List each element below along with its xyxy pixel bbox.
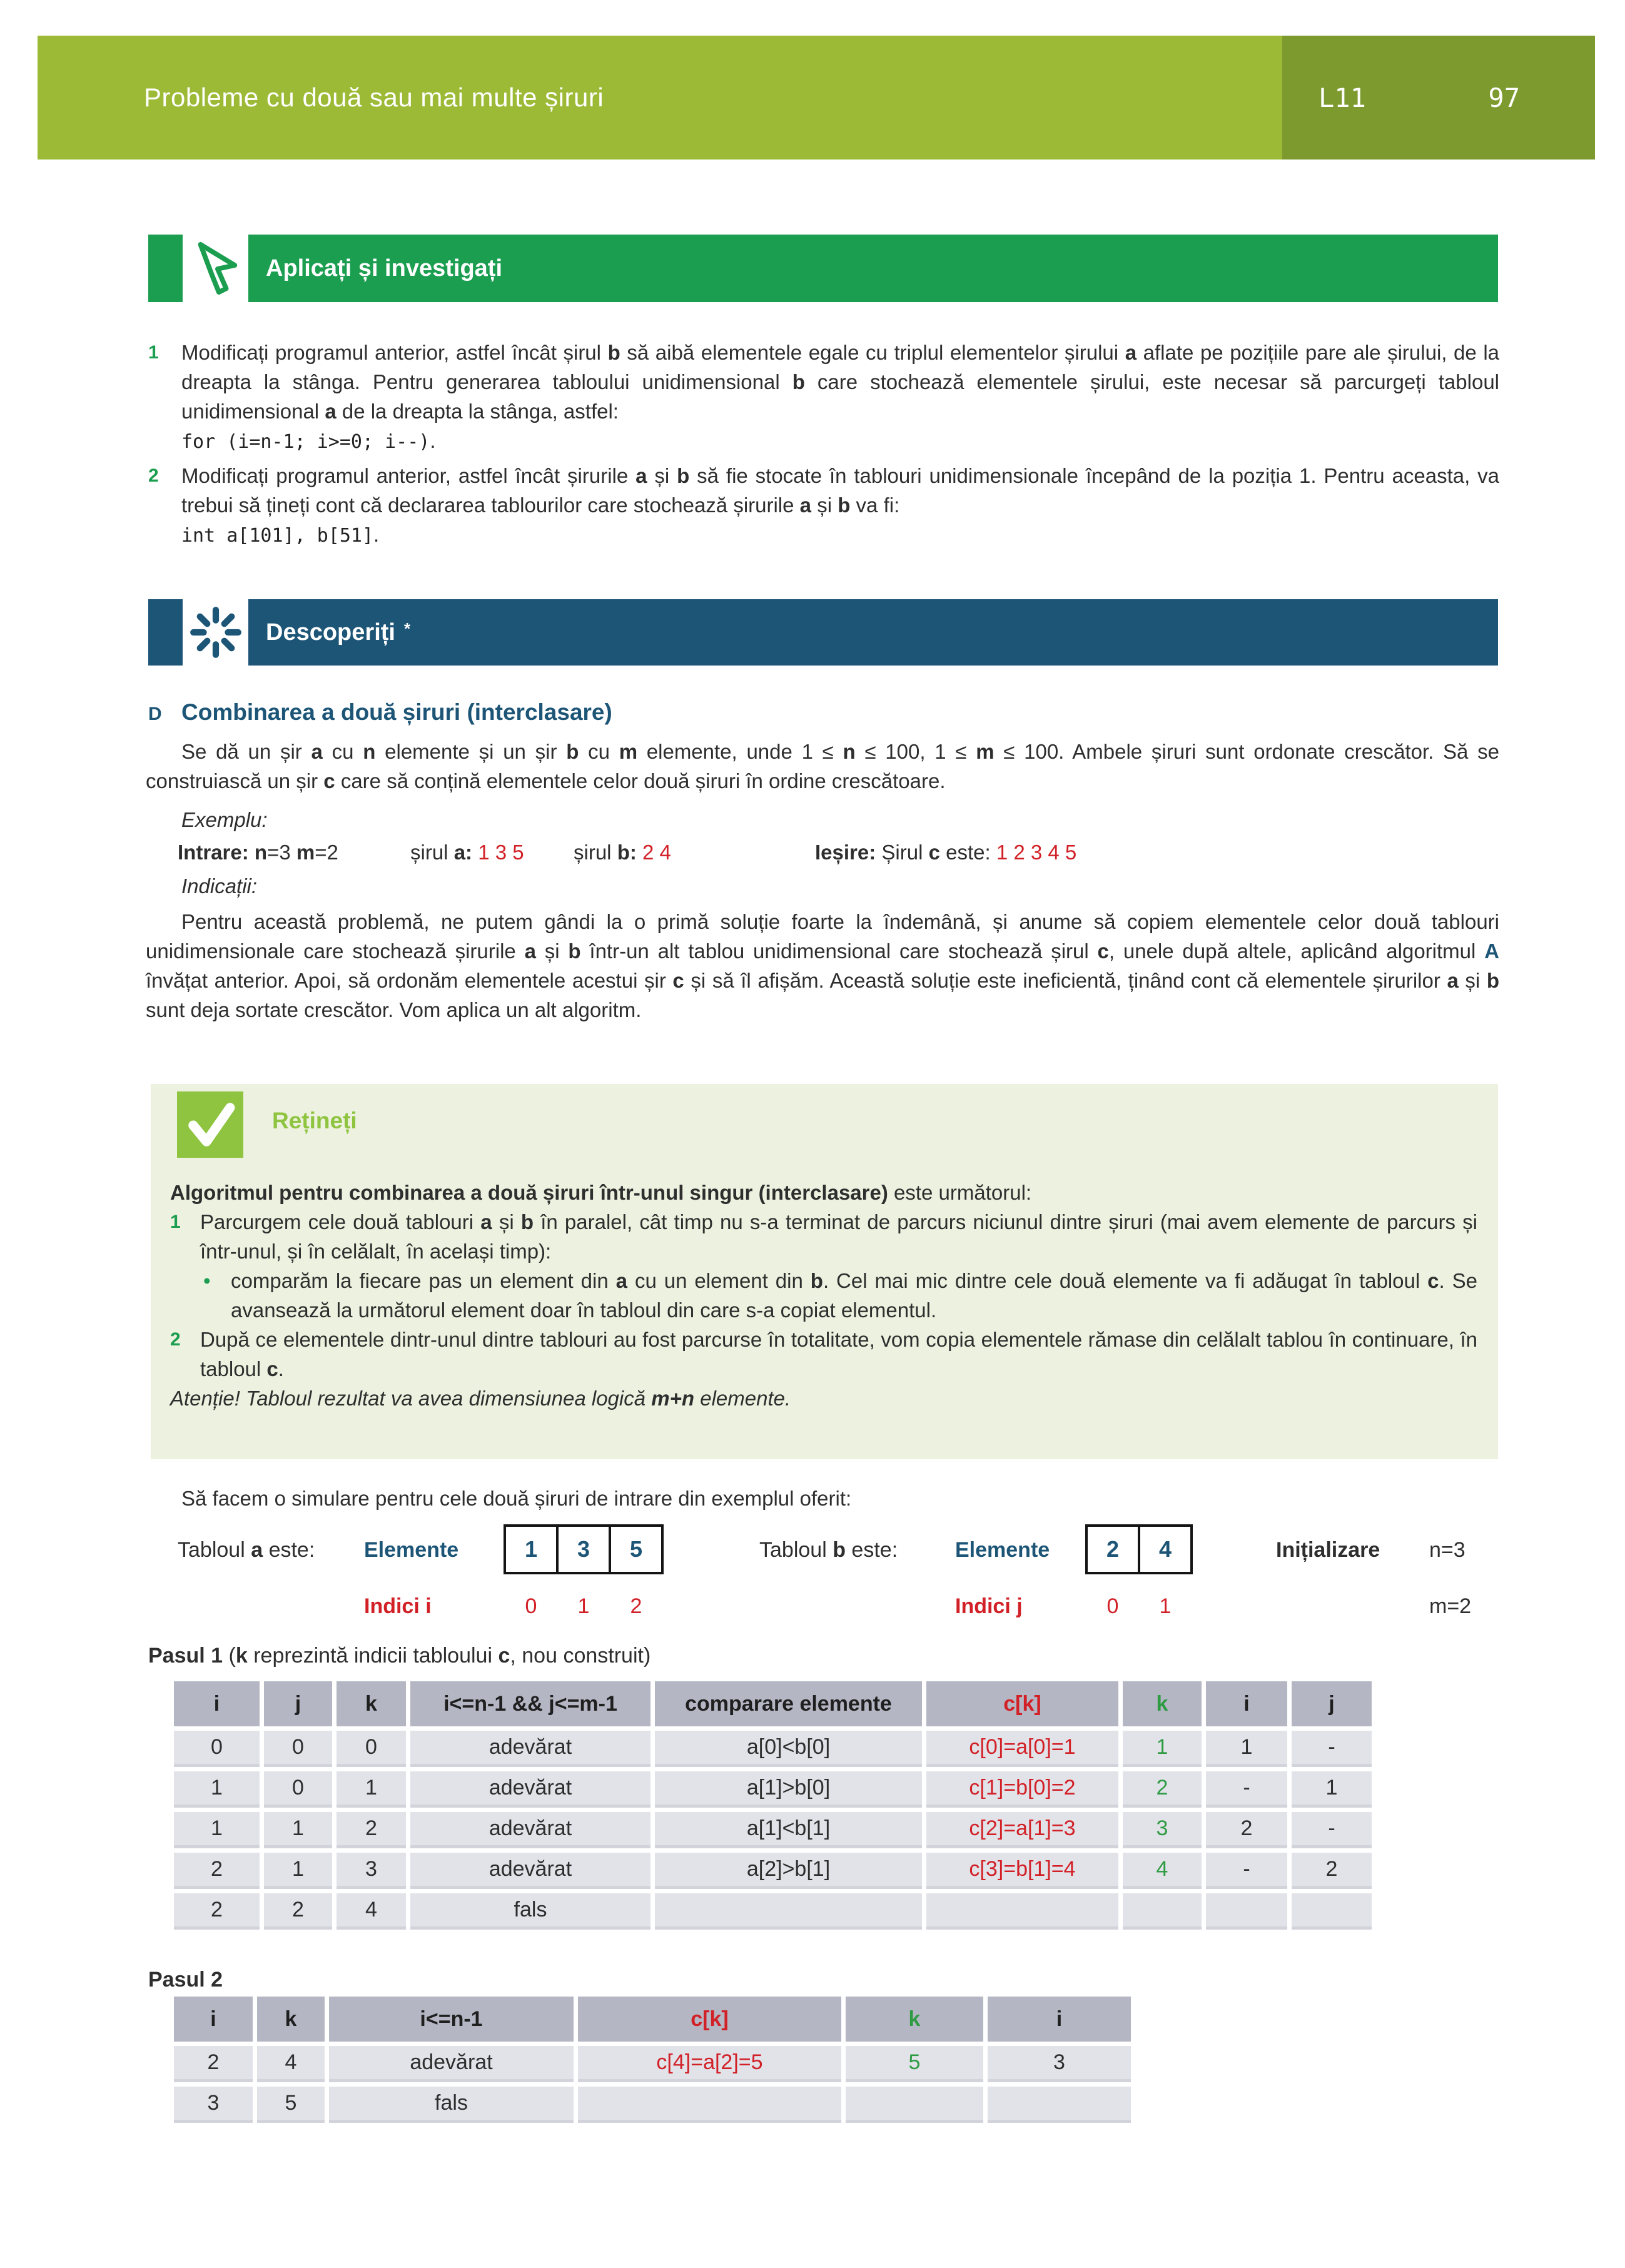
column-header: k (1123, 1681, 1202, 1726)
array-cell: 4 (1138, 1524, 1193, 1574)
table-cell: adevărat (329, 2046, 574, 2082)
table-cell: 1 (1206, 1731, 1287, 1767)
column-header: i (988, 1997, 1131, 2042)
exercise-number: 2 (148, 465, 159, 486)
exercise-text: Modificați programul anterior, astfel încât șirurile a și b să fie stocate în tablouri unidimensionale începând de la poziția 1. Pentru aceasta, va trebui să țineți cont că declararea tablourilor care stochează șirurile a și b va fi: int a[101], b[51]. (181, 464, 1500, 547)
step1-table (170, 1677, 1376, 1934)
array-cell: 3 (556, 1524, 611, 1574)
table-cell: a[1]<b[1] (655, 1812, 922, 1848)
table-cell: - (1206, 1853, 1287, 1889)
table-cell: 1 (264, 1853, 332, 1889)
array-cell: 2 (1085, 1524, 1140, 1574)
algorithm-lead: Algoritmul pentru combinarea a două șiruri într-unul singur (interclasare) este următorul: (170, 1181, 1032, 1204)
table-cell: 1 (174, 1771, 260, 1808)
array-b-cells (1085, 1524, 1193, 1574)
table-row (174, 1893, 1372, 1930)
column-header: j (264, 1681, 332, 1726)
table-cell: c[4]=a[2]=5 (578, 2046, 841, 2082)
table-cell: 0 (337, 1731, 406, 1767)
algorithm-step-1 (170, 1207, 1477, 1266)
table-cell (1206, 1893, 1287, 1930)
index-value: 1 (577, 1594, 590, 1618)
array-a-cells (504, 1524, 664, 1574)
index-value: 0 (1106, 1594, 1119, 1618)
table-cell: adevărat (410, 1731, 651, 1767)
table-cell: adevărat (410, 1853, 651, 1889)
table-cell: - (1292, 1731, 1372, 1767)
table-cell: 2 (264, 1893, 332, 1930)
table-row (174, 1853, 1372, 1889)
init-n: n=3 (1429, 1538, 1466, 1562)
table-cell: 3 (337, 1853, 406, 1889)
descoperiti-section-banner (148, 599, 1498, 666)
column-header: j (1292, 1681, 1372, 1726)
column-header: c[k] (578, 1997, 841, 2042)
index-value: 0 (525, 1594, 537, 1618)
exercise-item-2 (148, 461, 1499, 550)
table-cell: 4 (1123, 1853, 1202, 1889)
section-d-title: Combinarea a două șiruri (interclasare) (181, 699, 612, 725)
column-header: i (1206, 1681, 1287, 1726)
checkmark-icon (177, 1091, 243, 1158)
array-cell: 5 (609, 1524, 664, 1574)
table-cell: c[2]=a[1]=3 (926, 1812, 1118, 1848)
substep-text: comparăm la fiecare pas un element din a cu un element din b. Cel mai mic dintre cele două elemente va fi adăugat în tabloul c. Se avansează la următorul element doar în tabloul din care s-a copiat elementul. (231, 1269, 1478, 1322)
table-cell: 4 (257, 2046, 325, 2082)
table-cell: adevărat (410, 1771, 651, 1808)
init-label: Inițializare (1276, 1538, 1380, 1562)
column-header: k (337, 1681, 406, 1726)
column-header: k (257, 1997, 325, 2042)
table-cell: 5 (257, 2087, 325, 2123)
simulation-intro: Să facem o simulare pentru cele două șiruri de intrare din exemplul oferit: (181, 1487, 852, 1510)
table-cell: fals (329, 2087, 574, 2123)
lesson-page-block (1282, 36, 1595, 159)
table-cell: - (1292, 1812, 1372, 1848)
init-m: m=2 (1429, 1594, 1472, 1618)
table-cell: 1 (337, 1771, 406, 1808)
step2-title: Pasul 2 (148, 1968, 223, 1992)
index-value: 1 (1159, 1594, 1172, 1618)
banner-title-descoperiti: Descoperiți * (248, 599, 1498, 666)
banner-strip (148, 235, 183, 302)
hints-paragraph: Pentru această problemă, ne putem gândi la o primă soluție foarte la îndemână, și anume să copiem elementele celor două tablouri unidimensionale care stochează șirurile a și b într-un alt tablou unidimensional care stochează șirul c, unele după altele, aplicând algoritmul A învățat anterior. Apoi, să ordonăm elementele acestui șir c și să îl afișăm. Această soluție este ineficientă, ținând cont că elementele șirurilor a și b sunt deja sortate crescător. Vom aplica un alt algoritm. (146, 910, 1500, 1021)
column-header: i<=n-1 (329, 1997, 574, 2042)
column-header: i (174, 1997, 253, 2042)
step1-title: Pasul 1 (k reprezintă indicii tabloului c, nou construit) (148, 1644, 651, 1668)
table-cell: 2 (174, 2046, 253, 2082)
array-a-indices (505, 1594, 662, 1619)
table-row (174, 1731, 1372, 1767)
table-header-row (174, 1997, 1131, 2042)
table-cell: fals (410, 1893, 651, 1930)
problem-statement: Se dă un șir a cu n elemente și un șir b cu m elemente, unde 1 ≤ n ≤ 100, 1 ≤ m ≤ 100. Ambele șiruri sunt ordonate crescător. Să se construiască un șir c care să conțină elementele celor două șiruri în ordine crescătoare. (146, 740, 1499, 792)
step2-table (170, 1992, 1135, 2127)
example-label: Exemplu: (181, 808, 268, 831)
step-text: Parcurgem cele două tablouri a și b în paralel, cât timp nu s-a terminat de parcurs niciunul dintre șiruri (mai avem elemente de parcurs și într-unul, și în celălalt, în același timp): (200, 1210, 1478, 1263)
array-b-label: Tabloul b este: (759, 1538, 898, 1562)
cursor-arrow-icon (183, 235, 248, 302)
table-cell: 2 (1292, 1853, 1372, 1889)
remember-content (170, 1178, 1477, 1413)
indices-i-label: Indici i (364, 1594, 432, 1618)
table-header-row (174, 1681, 1372, 1726)
table-cell: 3 (1123, 1812, 1202, 1848)
column-header: k (846, 1997, 983, 2042)
table-row (174, 2046, 1131, 2082)
indices-j-label: Indici j (955, 1594, 1023, 1618)
table-cell (846, 2087, 983, 2123)
table-cell: adevărat (410, 1812, 651, 1848)
exercise-item-1 (148, 338, 1499, 457)
step-text: După ce elementele dintr-unul dintre tablouri au fost parcurse în totalitate, vom copia elementele rămase din celălalt tablou în continuare, în tabloul c. (200, 1328, 1477, 1380)
table-cell: 3 (174, 2087, 253, 2123)
table-cell (1123, 1893, 1202, 1930)
exercise-number: 1 (148, 342, 159, 363)
lesson-code: L11 (1319, 82, 1366, 113)
table-cell: 0 (264, 1771, 332, 1808)
array-a-label: Tabloul a este: (178, 1538, 315, 1562)
table-cell: c[0]=a[0]=1 (926, 1731, 1118, 1767)
table-row (174, 1812, 1372, 1848)
table-cell: 2 (174, 1893, 260, 1930)
simulation-arrays (146, 1524, 1499, 1628)
page-header (38, 36, 1595, 159)
table-cell: 1 (1123, 1731, 1202, 1767)
table-row (174, 2087, 1131, 2123)
array-cell: 1 (504, 1524, 559, 1574)
page-number: 97 (1488, 82, 1520, 113)
banner-title-aplicati: Aplicați și investigați (248, 235, 1498, 302)
banner-strip (148, 599, 183, 666)
table-cell: 1 (264, 1812, 332, 1848)
page-title: Probleme cu două sau mai multe șiruri (144, 83, 604, 112)
column-header: i (174, 1681, 260, 1726)
table-cell: 5 (846, 2046, 983, 2082)
table-cell: a[2]>b[1] (655, 1853, 922, 1889)
table-cell: - (1206, 1771, 1287, 1808)
input-label: Intrare: n=3 m=2 (178, 841, 338, 864)
column-header: c[k] (926, 1681, 1118, 1726)
index-value: 2 (630, 1594, 642, 1618)
array-b-indices (1086, 1594, 1192, 1619)
section-d-heading (148, 699, 1499, 726)
footnote-star: * (403, 619, 411, 638)
table-row (174, 1771, 1372, 1808)
algorithm-substep (170, 1266, 1477, 1325)
table-cell: 3 (988, 2046, 1131, 2082)
array-a-values: șirul a: 1 3 5 (410, 841, 524, 864)
starburst-icon (183, 599, 248, 666)
algorithm-step-2 (170, 1325, 1477, 1384)
attention-note: Atenție! Tabloul rezultat va avea dimensiunea logică m+n elemente. (170, 1387, 791, 1410)
remember-label: Rețineți (272, 1108, 357, 1133)
elements-label-b: Elemente (955, 1538, 1050, 1562)
example-io-line (178, 841, 1499, 870)
table-cell (926, 1893, 1118, 1930)
table-cell: 2 (1123, 1771, 1202, 1808)
table-cell: 2 (174, 1853, 260, 1889)
table-cell (655, 1893, 922, 1930)
table-cell (988, 2087, 1131, 2123)
table-cell (578, 2087, 841, 2123)
step-number: 2 (170, 1329, 181, 1350)
output-values: Ieșire: Șirul c este: 1 2 3 4 5 (815, 841, 1077, 864)
table-cell: 2 (1206, 1812, 1287, 1848)
table-cell: c[3]=b[1]=4 (926, 1853, 1118, 1889)
exercise-text: Modificați programul anterior, astfel încât șirul b să aibă elementele egale cu triplul elementelor șirului a aflate pe pozițiile pare ale șirului, de la dreapta la stânga. Pentru generarea tabloului unidimensional b care stochează elementele șirului, este necesar să parcurgeți tabloul unidimensional a de la dreapta la stânga, astfel: for (i=n-1; i>=0; i--). (181, 341, 1500, 453)
section-d-marker: D (148, 704, 162, 724)
table-cell: 0 (264, 1731, 332, 1767)
column-header: comparare elemente (655, 1681, 922, 1726)
remember-box (151, 1084, 1498, 1459)
array-b-values: șirul b: 2 4 (574, 841, 671, 864)
bullet-marker: • (203, 1269, 211, 1292)
table-cell: 1 (1292, 1771, 1372, 1808)
column-header: i<=n-1 && j<=m-1 (410, 1681, 651, 1726)
table-cell: 2 (337, 1812, 406, 1848)
table-cell: 0 (174, 1731, 260, 1767)
table-cell: c[1]=b[0]=2 (926, 1771, 1118, 1808)
table-cell: 1 (174, 1812, 260, 1848)
step-number: 1 (170, 1212, 181, 1232)
hints-label: Indicații: (181, 874, 258, 898)
table-cell: a[1]>b[0] (655, 1771, 922, 1808)
elements-label-a: Elemente (364, 1538, 459, 1562)
table-cell: a[0]<b[0] (655, 1731, 922, 1767)
table-cell: 4 (337, 1893, 406, 1930)
table-cell (1292, 1893, 1372, 1930)
aplicati-section-banner (148, 235, 1498, 302)
